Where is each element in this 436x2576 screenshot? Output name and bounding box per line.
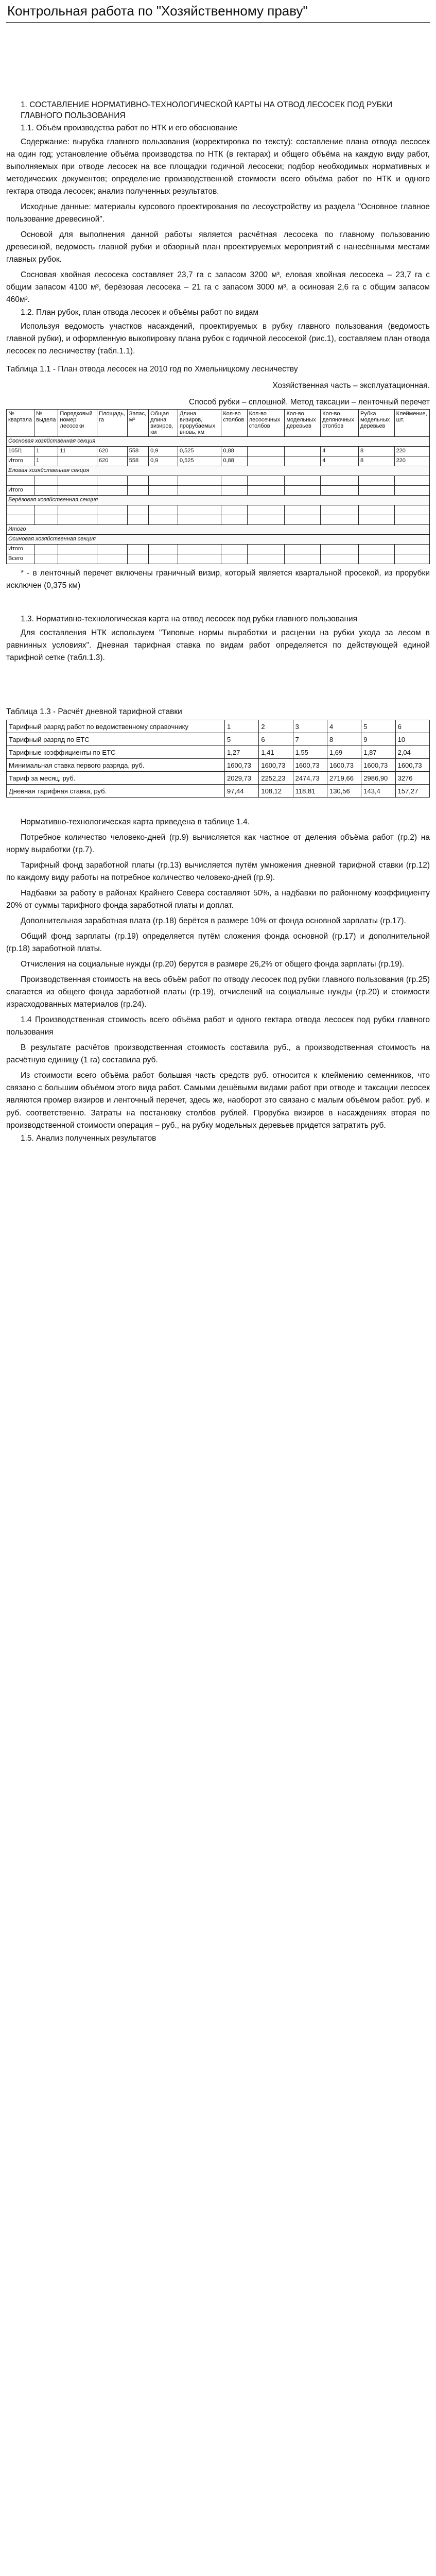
table-1-3-cell: 4	[327, 720, 361, 733]
table-1-1-note: * - в ленточный перечет включены граничный визир, который является квартальной просекой, из прорубки исключен (0,375 км)	[6, 569, 430, 590]
table-1-1-cell	[178, 545, 221, 554]
table-1-3-row	[7, 785, 430, 798]
table-1-1-cell	[149, 545, 178, 554]
table-1-3-cell: 2719,66	[327, 772, 361, 785]
table-1-3-cell: 1,87	[361, 746, 395, 759]
table-1-3-cell: 8	[327, 733, 361, 746]
table-1-3-cell: 2252,23	[259, 772, 293, 785]
table-1-1-cell	[178, 505, 221, 515]
table-1-1-cell	[321, 476, 359, 486]
table-1-3-cell: 1,55	[293, 746, 327, 759]
section-1-1-heading: 1.1. Объём производства работ по НТК и его обоснование	[21, 123, 237, 132]
table-1-1-cell	[58, 515, 97, 525]
table-1-1-cell	[34, 476, 58, 486]
para-10: Надбавки за работу в районах Крайнего Севера составляют 50%, а надбавки по районному коэффициенту 20% от суммы тарифного фонда заработной платы и доплат.	[6, 889, 430, 910]
table-1-1-cell: 105/1	[7, 447, 34, 456]
table-1-1-cell: 0,88	[221, 447, 247, 456]
table-1-1-cell	[58, 554, 97, 564]
table-1-3-cell: 3	[293, 720, 327, 733]
table-1-1-cell: Итого	[7, 456, 34, 466]
table-1-3-cell: 1600,73	[327, 759, 361, 772]
table-1-3-cell: 2029,73	[225, 772, 259, 785]
table-1-3-row	[7, 772, 430, 785]
table-1-1-cell	[34, 486, 58, 496]
table-1-3-cell: Тарифные коэффициенты по ЕТС	[7, 746, 225, 759]
table-1-1-cell	[247, 545, 285, 554]
section-1-3-heading: 1.3. Нормативно-технологическая карта на отвод лесосек под рубки главного пользования	[21, 615, 358, 624]
table-1-1-cell	[34, 505, 58, 515]
para-5: Используя ведомость участков насаждений, проектируемых в рубку главного пользования (ведомость главной рубки), и оформленную выкопировку плана рубок с годичной лесосекой (рис.1), составляем план отвода лесосек по лесничеству (табл.1.1).	[6, 322, 430, 356]
table-1-1-cell: 8	[359, 456, 395, 466]
table-1-1-cell	[359, 515, 395, 525]
table-1-1-cell	[247, 554, 285, 564]
table-1-3-cell: 108,12	[259, 785, 293, 798]
table-1-1-section-row	[7, 466, 430, 476]
table-1-1-cell	[97, 515, 128, 525]
table-1-1-cell	[321, 554, 359, 564]
table-1-1-cell: 620	[97, 456, 128, 466]
table-1-1-cell	[97, 505, 128, 515]
table-1-3-cell: 1600,73	[395, 759, 429, 772]
table-1-1-row	[7, 486, 430, 496]
table-1-3-cell: 9	[361, 733, 395, 746]
table-1-3-cell: 1600,73	[225, 759, 259, 772]
table-1-1-header-cell: Общая длина визиров, км	[149, 410, 178, 437]
table-1-1-cell	[394, 476, 429, 486]
table-1-1-cell	[178, 486, 221, 496]
table-1-1-cell	[285, 447, 321, 456]
table-1-1-cell	[321, 545, 359, 554]
table-1-3-cell: 6	[259, 733, 293, 746]
table-1-1-cell	[34, 545, 58, 554]
table-1-1-cell	[247, 456, 285, 466]
table-1-1-cell	[394, 554, 429, 564]
table-1-3-cell: 7	[293, 733, 327, 746]
table-1-1-cell	[321, 505, 359, 515]
table-1-1-section-label: Берёзовая хозяйственная секция	[7, 496, 430, 505]
table-1-1-cell	[394, 545, 429, 554]
table-1-1-cell	[285, 456, 321, 466]
table-1-1-header-cell: Порядковый номер лесосеки	[58, 410, 97, 437]
table-1-1-section-row	[7, 437, 430, 447]
table-1-3-cell: 2474,73	[293, 772, 327, 785]
para-2: Исходные данные: материалы курсового проектирования по лесоустройству из раздела "Основное главное пользование древесиной".	[6, 202, 430, 224]
para-1: Содержание: вырубка главного пользования (корректировка по тексту): составление плана отвода лесосек на один год; установление объёма производства по НТК (в гектарах) и общего объёма на каждую виду работ, выполняемых при отводе лесосек на все площадки годичной лесосеки; подбор необходимых нормативных и методических документов; определение производственной стоимости всего объёма работ по НТК и одного гектара отвода лесосек; анализ полученных результатов.	[6, 137, 430, 196]
table-1-1-header-cell: Кол-во модельных деревьев	[285, 410, 321, 437]
table-1-1-header-cell: Кол-во лесосечных столбов	[247, 410, 285, 437]
table-1-1-cell	[178, 476, 221, 486]
table-1-1-cell	[34, 554, 58, 564]
table-1-3-cell: 1600,73	[361, 759, 395, 772]
table-1-1-cell	[359, 554, 395, 564]
table-1-1	[6, 409, 430, 564]
table-1-3-cell: 5	[361, 720, 395, 733]
table-1-1-cell	[58, 476, 97, 486]
table-1-3-cell: 1,27	[225, 746, 259, 759]
para-8: Потребное количество человеко-дней (гр.9) вычисляется как частное от деления объёма работ (гр.2) на норму выработки (гр.7).	[6, 833, 430, 855]
table-1-1-cell	[178, 554, 221, 564]
table-1-1-row	[7, 505, 430, 515]
table-1-3	[6, 720, 430, 798]
table-1-1-cell	[359, 505, 395, 515]
table-1-1-cell	[127, 515, 148, 525]
para-11: Дополнительная заработная плата (гр.18) берётся в размере 10% от фонда основной зарплаты (гр.17).	[21, 917, 406, 926]
table-1-1-header-cell: № квартала	[7, 410, 34, 437]
table-1-1-cell: Итого	[7, 545, 34, 554]
para-12: Общий фонд зарплаты (гр.19) определяется путём сложения фонда основной (гр.17) и дополнительной (гр.18) заработной платы.	[6, 932, 430, 954]
table-1-1-header-row	[7, 410, 430, 437]
table-1-1-cell	[221, 545, 247, 554]
table-1-1-cell: 0,9	[149, 447, 178, 456]
table-1-1-cell	[221, 505, 247, 515]
para-6: Для составления НТК используем "Типовые нормы выработки и расценки на рубки ухода за лесом в равнинных условиях". Дневная тарифная ставка по видам работ определяется по действующей единой тарифной сетке (табл.1.3).	[6, 629, 430, 663]
table-1-1-cell	[149, 505, 178, 515]
table-1-1-cell: 220	[394, 456, 429, 466]
table-1-1-cell	[58, 486, 97, 496]
table-1-1-header-cell: Запас, м³	[127, 410, 148, 437]
table-1-3-row	[7, 746, 430, 759]
table-1-1-cell	[221, 515, 247, 525]
table-1-1-cell	[149, 486, 178, 496]
table-1-3-cell: 1600,73	[259, 759, 293, 772]
table-1-3-row	[7, 733, 430, 746]
document-page	[0, 3, 436, 2576]
table-1-1-cell	[7, 515, 34, 525]
table-1-1-cell: 220	[394, 447, 429, 456]
table-1-1-header-cell: Площадь, га	[97, 410, 128, 437]
table-1-3-cell: Минимальная ставка первого разряда, руб.	[7, 759, 225, 772]
table-1-1-section-row	[7, 496, 430, 505]
table-1-1-cell	[321, 486, 359, 496]
table-1-3-cell: 2	[259, 720, 293, 733]
table-1-1-cell	[178, 515, 221, 525]
table-1-1-cell: 4	[321, 456, 359, 466]
table-1-1-cell	[285, 545, 321, 554]
table-1-1-cell: 0,88	[221, 456, 247, 466]
table-1-1-cell	[127, 554, 148, 564]
table-1-3-cell: 10	[395, 733, 429, 746]
table-1-1-header-cell: № выдела	[34, 410, 58, 437]
table-1-1-cell	[97, 476, 128, 486]
table-1-1-cell: 0,525	[178, 447, 221, 456]
table-1-1-section-row	[7, 535, 430, 545]
top-spacer	[6, 23, 430, 100]
table-1-1-cell: Итого	[7, 486, 34, 496]
table-1-1-cell	[97, 554, 128, 564]
table-1-3-cell: 1600,73	[293, 759, 327, 772]
table-1-1-row	[7, 515, 430, 525]
table-1-3-cell: 6	[395, 720, 429, 733]
table-1-3-cell: 130,56	[327, 785, 361, 798]
table-1-1-row	[7, 447, 430, 456]
table-1-1-cell: Всего	[7, 554, 34, 564]
table-1-3-cell: 97,44	[225, 785, 259, 798]
table-1-3-cell: 2,04	[395, 746, 429, 759]
table-1-1-header-cell: Кол-во деляночных столбов	[321, 410, 359, 437]
table-1-1-cell	[149, 515, 178, 525]
table-1-1-cell	[394, 505, 429, 515]
table-1-3-cell: 5	[225, 733, 259, 746]
table-1-1-section-row	[7, 525, 430, 535]
table-1-1-cell: 4	[321, 447, 359, 456]
table-1-1-cell	[149, 554, 178, 564]
table-1-1-cell: 620	[97, 447, 128, 456]
table-1-3-cell: 118,81	[293, 785, 327, 798]
table-1-1-cell	[127, 545, 148, 554]
table-1-3-header-row	[7, 720, 430, 733]
para-16: В результате расчётов производственная стоимость составила руб., а производственная стоимость на расчётную единицу (1 га) составила руб.	[6, 1043, 430, 1065]
table-1-1-cell: 0,525	[178, 456, 221, 466]
table-1-3-cell: 143,4	[361, 785, 395, 798]
table-1-1-cell	[221, 554, 247, 564]
table-1-3-cell: 1,69	[327, 746, 361, 759]
para-4: Сосновая хвойная лесосека составляет 23,7 га с запасом 3200 м³, еловая хвойная лесосека – 23,7 га с общим запасом 4100 м³, берёзовая лесосека – 21 га с запасом 3000 м³, а осиновая 2,6 га с общим запасом 460м³.	[6, 270, 430, 304]
para-7: Нормативно-технологическая карта приведена в таблице 1.4.	[21, 818, 250, 827]
table-1-1-cell	[247, 486, 285, 496]
table-1-3-cell: 2986,90	[361, 772, 395, 785]
table-1-3-cell: 3276	[395, 772, 429, 785]
table-1-1-cell	[321, 515, 359, 525]
table-1-3-cell: Тариф за месяц, руб.	[7, 772, 225, 785]
table-1-1-cell	[127, 486, 148, 496]
table-1-3-cell: 1	[225, 720, 259, 733]
table-1-1-header-cell: Клеймение, шт.	[394, 410, 429, 437]
para-15: 1.4 Производственная стоимость всего объёма работ и одного гектара отвода лесосек под рубки главного пользования	[6, 1015, 430, 1037]
section-1-2-heading: 1.2. План рубок, план отвода лесосек и объёмы работ по видам	[21, 308, 259, 317]
table-1-1-header-cell: Рубка модельных деревьев	[359, 410, 395, 437]
table-1-1-cell	[285, 476, 321, 486]
table-1-1-cell	[394, 486, 429, 496]
table-1-1-cell: 1	[34, 456, 58, 466]
table-1-1-cell: 11	[58, 447, 97, 456]
table-1-1-section-label: Еловая хозяйственная секция	[7, 466, 430, 476]
table-1-1-cell	[127, 505, 148, 515]
para-13: Отчисления на социальные нужды (гр.20) берутся в размере 26,2% от общего фонда зарплаты (гр.19).	[21, 960, 405, 969]
table-1-1-subcaption-2: Способ рубки – сплошной. Метод таксации – ленточный перечет	[189, 398, 430, 407]
section-1-5-heading: 1.5. Анализ полученных результатов	[21, 1133, 156, 1143]
table-1-1-cell	[58, 505, 97, 515]
table-1-3-cell: Дневная тарифная ставка, руб.	[7, 785, 225, 798]
table-1-1-cell	[58, 456, 97, 466]
table-1-1-cell	[359, 545, 395, 554]
table-1-1-cell	[221, 476, 247, 486]
table-1-1-cell	[97, 545, 128, 554]
table-1-1-section-label: Осиновая хозяйственная секция	[7, 535, 430, 545]
para-14: Производственная стоимость на весь объём работ по отводу лесосек под рубки главного пользования (гр.25) слагается из общего фонда заработной платы (гр.19), отчислений на социальные нужды (гр.20) и стоимости израсходованных материалов (гр.24).	[6, 975, 430, 1009]
table-1-1-cell	[394, 515, 429, 525]
table-1-1-cell: 558	[127, 456, 148, 466]
table-1-1-row	[7, 545, 430, 554]
table-1-1-cell	[359, 476, 395, 486]
table-1-1-caption: Таблица 1.1 - План отвода лесосек на 2010 год по Хмельницкому лесничеству	[6, 365, 298, 374]
table-1-1-cell: 1	[34, 447, 58, 456]
table-1-1-cell	[285, 554, 321, 564]
table-1-1-row	[7, 554, 430, 564]
table-1-1-cell	[127, 476, 148, 486]
table-1-3-cell: Тарифный разряд работ по ведомственному справочнику	[7, 720, 225, 733]
table-1-1-cell	[7, 476, 34, 486]
para-3: Основой для выполнения данной работы является расчётная лесосека по главному пользованию древесиной, ведомость главной рубки и обзорный план проектируемых мероприятий с нанесёнными местами главных рубок.	[6, 230, 430, 264]
table-1-1-cell	[247, 476, 285, 486]
table-1-3-cell: Тарифный разряд по ЕТС	[7, 733, 225, 746]
para-17: Из стоимости всего объёма работ большая часть средств руб. относится к клеймению семенников, что связано с большим объёмом этого вида работ. Самыми дешёвыми видами работ при отводе и таксации лесосек являются промер визиров и ленточный перечет, здесь же, наоборот это связано с малым объёмом работ. руб. и руб. соответственно. Затраты на постановку столбов рублей. Прорубка визиров в насаждениях вторая по производственной стоимости операция – руб., на рубку модельных деревьев придется затратить руб.	[6, 1071, 430, 1130]
table-1-1-cell	[247, 447, 285, 456]
table-1-1-cell	[285, 515, 321, 525]
table-1-1-cell	[149, 476, 178, 486]
table-1-1-row	[7, 456, 430, 466]
table-1-3-cell: 157,27	[395, 785, 429, 798]
table-1-1-cell	[34, 515, 58, 525]
table-1-1-cell	[221, 486, 247, 496]
table-1-1-cell	[285, 486, 321, 496]
table-1-1-cell	[58, 545, 97, 554]
section-1-heading: 1. СОСТАВЛЕНИЕ НОРМАТИВНО-ТЕХНОЛОГИЧЕСКОЙ КАРТЫ НА ОТВОД ЛЕСОСЕК ПОД РУБКИ ГЛАВНОГО ПОЛЬЗОВАНИЯ	[21, 100, 393, 120]
table-1-1-subcaption-1: Хозяйственная часть – эксплуатационная.	[272, 381, 430, 391]
table-1-3-cell: 1,41	[259, 746, 293, 759]
table-1-1-row	[7, 476, 430, 486]
table-1-1-cell: 558	[127, 447, 148, 456]
document-title: Контрольная работа по "Хозяйственному праву"	[7, 3, 308, 19]
table-1-1-cell	[359, 486, 395, 496]
table-1-1-cell	[97, 486, 128, 496]
table-1-1-cell	[247, 515, 285, 525]
table-1-3-row	[7, 759, 430, 772]
table-1-1-header-cell: Длина визиров, прорубаемых вновь, км	[178, 410, 221, 437]
table-1-1-section-label: Итого	[7, 525, 430, 535]
table-1-1-cell: 0,9	[149, 456, 178, 466]
table-1-3-caption: Таблица 1.3 - Расчёт дневной тарифной ставки	[6, 707, 182, 717]
para-9: Тарифный фонд заработной платы (гр.13) вычисляется путём умножения дневной тарифной ставки (гр.12) по каждому виду работы на потребное количество человеко-дней (гр.9).	[6, 861, 430, 883]
table-1-1-cell	[247, 505, 285, 515]
table-1-1-cell	[7, 505, 34, 515]
table-1-1-header-cell: Кол-во столбов	[221, 410, 247, 437]
table-1-1-cell: 8	[359, 447, 395, 456]
table-1-1-cell	[285, 505, 321, 515]
table-1-1-section-label: Сосновая хозяйственная секция	[7, 437, 430, 447]
